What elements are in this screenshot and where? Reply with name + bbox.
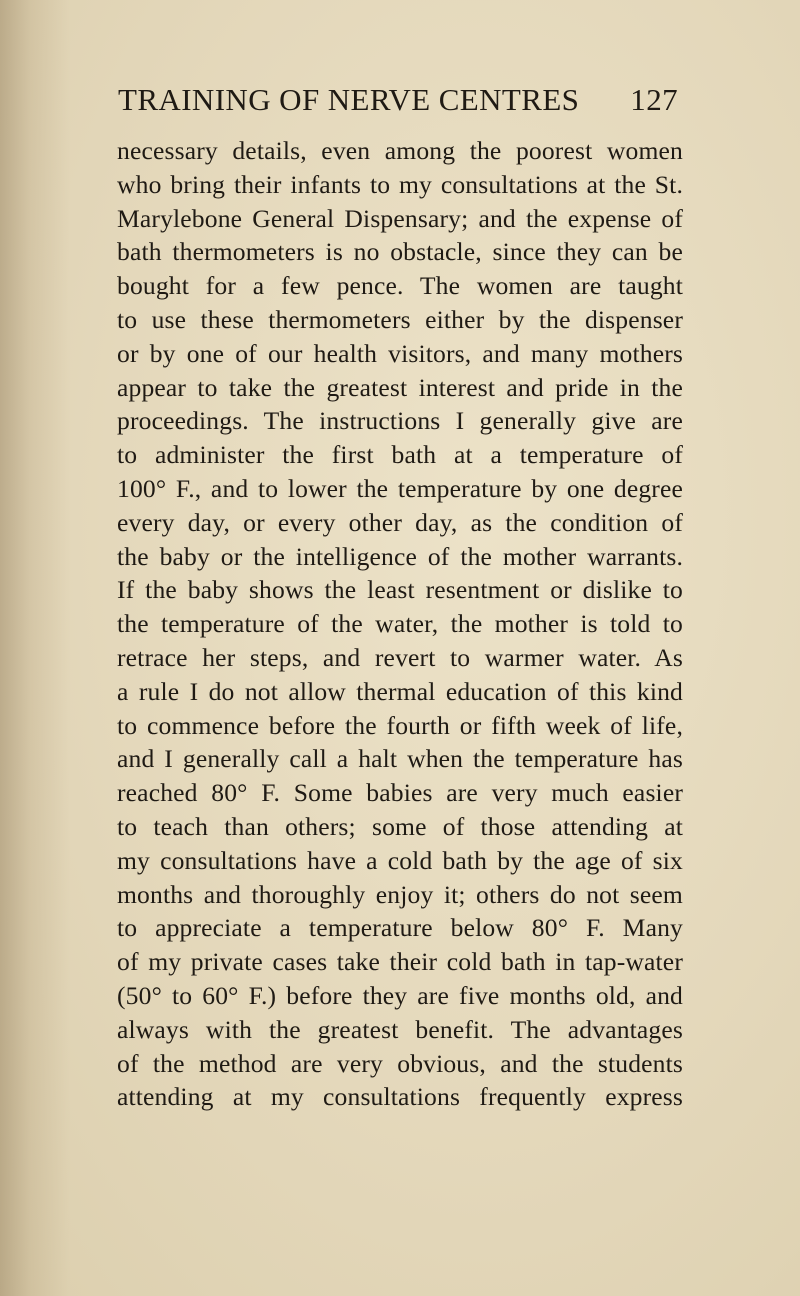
text-line: or by one of our health visitors, and many mothers <box>117 338 683 368</box>
body-text <box>117 134 683 1114</box>
text-line: the temperature of the water, the mother is told to <box>117 609 683 639</box>
text-line: the baby or the intelligence of the mother warrants. <box>117 541 683 571</box>
text-line: who bring their infants to my consultations at the St. <box>117 169 683 199</box>
text-line: to use these thermometers either by the dispenser <box>117 304 683 334</box>
text-line: attending at my consultations frequently express <box>117 1082 683 1112</box>
text-line: to teach than others; some of those attending at <box>117 811 683 841</box>
text-line: bought for a few pence. The women are taught <box>117 271 683 301</box>
text-line: months and thoroughly enjoy it; others do not seem <box>117 879 683 909</box>
text-line: necessary details, even among the poorest women <box>117 136 683 165</box>
text-line: my consultations have a cold bath by the age of six <box>117 845 683 875</box>
running-head <box>118 82 678 122</box>
text-line: bath thermometers is no obstacle, since they can be <box>117 237 683 267</box>
running-title: TRAINING OF NERVE CENTRES <box>118 82 580 117</box>
text-line: and I generally call a halt when the temperature has <box>117 744 683 774</box>
text-line: of the method are very obvious, and the students <box>117 1048 683 1078</box>
text-line: appear to take the greatest interest and pride in the <box>117 372 683 402</box>
text-line: reached 80° F. Some babies are very much easier <box>117 778 683 808</box>
text-line: (50° to 60° F.) before they are five months old, and <box>117 980 683 1010</box>
text-line: every day, or every other day, as the condition of <box>117 507 683 537</box>
text-line: proceedings. The instructions I generally give are <box>117 406 683 436</box>
text-line: a rule I do not allow thermal education of this kind <box>117 676 683 706</box>
text-line: to appreciate a temperature below 80° F. Many <box>117 913 683 943</box>
text-line: 100° F., and to lower the temperature by one degree <box>117 473 683 503</box>
text-line: Marylebone General Dispensary; and the expense of <box>117 203 683 233</box>
text-line: of my private cases take their cold bath in tap-water <box>117 947 683 977</box>
page-number: 127 <box>630 82 678 117</box>
text-line: to commence before the fourth or fifth week of life, <box>117 710 683 740</box>
text-line: If the baby shows the least resentment or dislike to <box>117 575 683 605</box>
text-line: always with the greatest benefit. The advantages <box>117 1014 683 1044</box>
text-line: retrace her steps, and revert to warmer water. As <box>117 642 683 672</box>
text-line: to administer the first bath at a temperature of <box>117 440 683 470</box>
